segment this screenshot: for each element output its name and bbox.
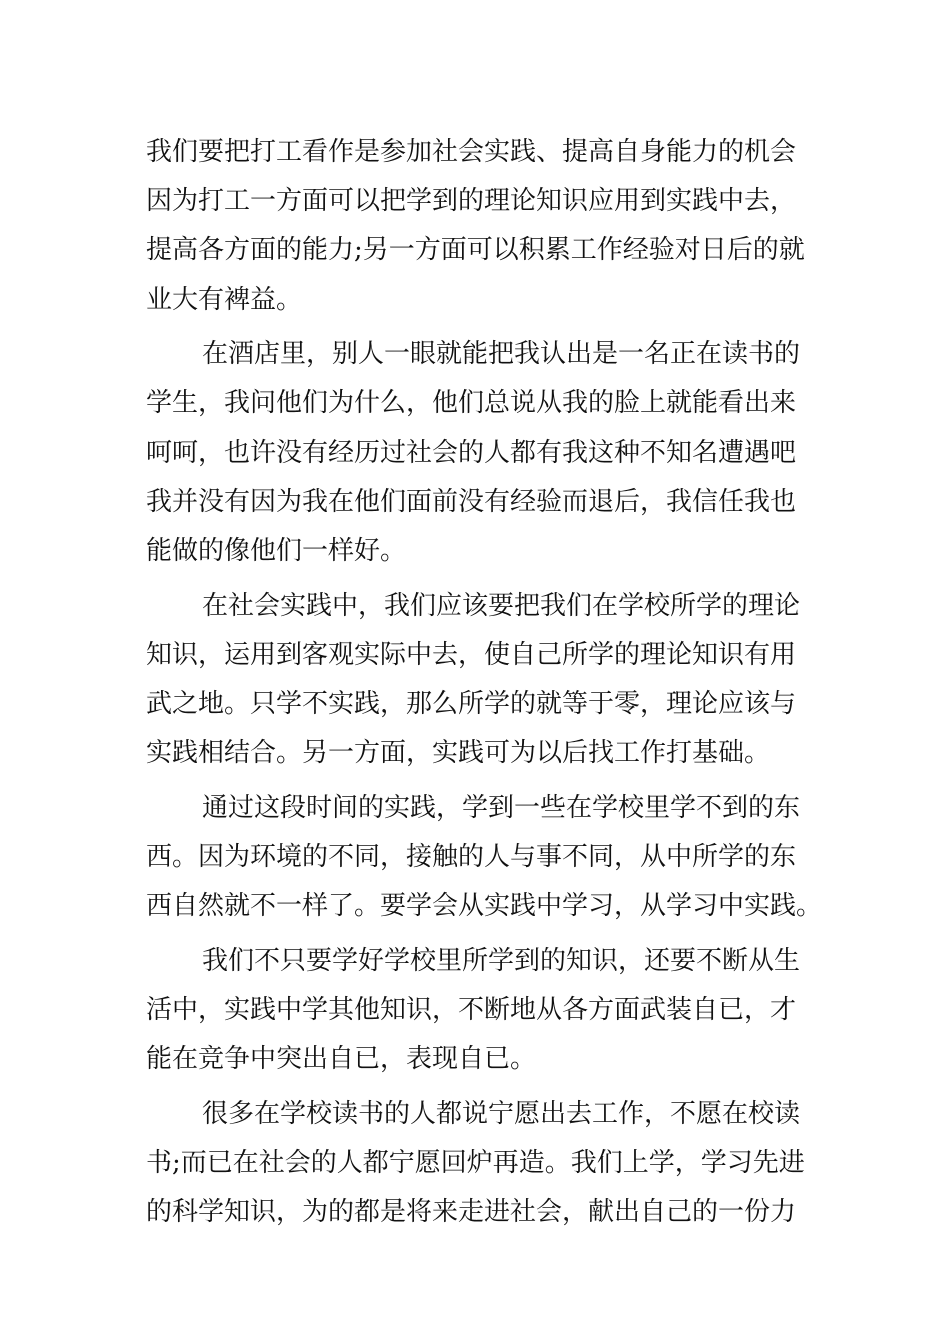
text-line: 在社会实践中，我们应该要把我们在学校所学的理论 bbox=[202, 590, 801, 621]
text-line: 通过这段时间的实践，学到一些在学校里学不到的东 bbox=[202, 792, 801, 823]
text-line: 活中，实践中学其他知识，不断地从各方面武装自已，才 bbox=[146, 995, 797, 1026]
text-line: 在酒店里，别人一眼就能把我认出是一名正在读书的 bbox=[202, 339, 801, 370]
text-line: 西自然就不一样了。要学会从实践中学习，从学习中实践。 bbox=[146, 891, 823, 922]
text-line: 能在竞争中突出自已，表现自已。 bbox=[146, 1044, 537, 1075]
text-line: 业大有裨益。 bbox=[146, 284, 303, 315]
text-line: 我并没有因为我在他们面前没有经验而退后，我信任我也 bbox=[146, 486, 797, 517]
text-line: 我们不只要学好学校里所学到的知识，还要不断从生 bbox=[202, 946, 801, 976]
text-line: 很多在学校读书的人都说宁愿出去工作，不愿在校读 bbox=[202, 1099, 801, 1130]
text-line: 西。因为环境的不同，接触的人与事不同，从中所学的东 bbox=[146, 842, 797, 873]
body-text bbox=[146, 128, 823, 1243]
paragraph-3 bbox=[146, 582, 806, 779]
text-line: 呵呵，也许没有经历过社会的人都有我这种不知名遭遇吧 bbox=[146, 437, 797, 468]
text-line: 武之地。只学不实践，那么所学的就等于零，理论应该与 bbox=[146, 689, 797, 720]
text-line: 书;而已在社会的人都宁愿回炉再造。我们上学，学习先进 bbox=[146, 1148, 805, 1179]
text-line: 知识，运用到客观实际中去，使自己所学的理论知识有用 bbox=[146, 639, 797, 670]
text-line: 实践相结合。另一方面，实践可为以后找工作打基础。 bbox=[146, 738, 771, 769]
paragraph-6 bbox=[146, 1090, 806, 1238]
paragraph-4 bbox=[146, 784, 823, 932]
text-line: 提高各方面的能力;另一方面可以积累工作经验对日后的就 bbox=[146, 235, 805, 266]
text-line: 我们要把打工看作是参加社会实践、提高自身能力的机会 bbox=[146, 137, 797, 167]
paragraph-2 bbox=[146, 330, 806, 576]
text-line: 因为打工一方面可以把学到的理论知识应用到实践中去， bbox=[146, 186, 797, 217]
text-line: 的科学知识，为的都是将来走进社会，献出自己的一份力 bbox=[146, 1197, 797, 1228]
paragraph-5 bbox=[146, 937, 806, 1085]
text-line: 学生，我问他们为什么，他们总说从我的脸上就能看出来 bbox=[146, 388, 797, 419]
text-line: 能做的像他们一样好。 bbox=[146, 536, 407, 566]
paragraph-1 bbox=[146, 128, 806, 325]
